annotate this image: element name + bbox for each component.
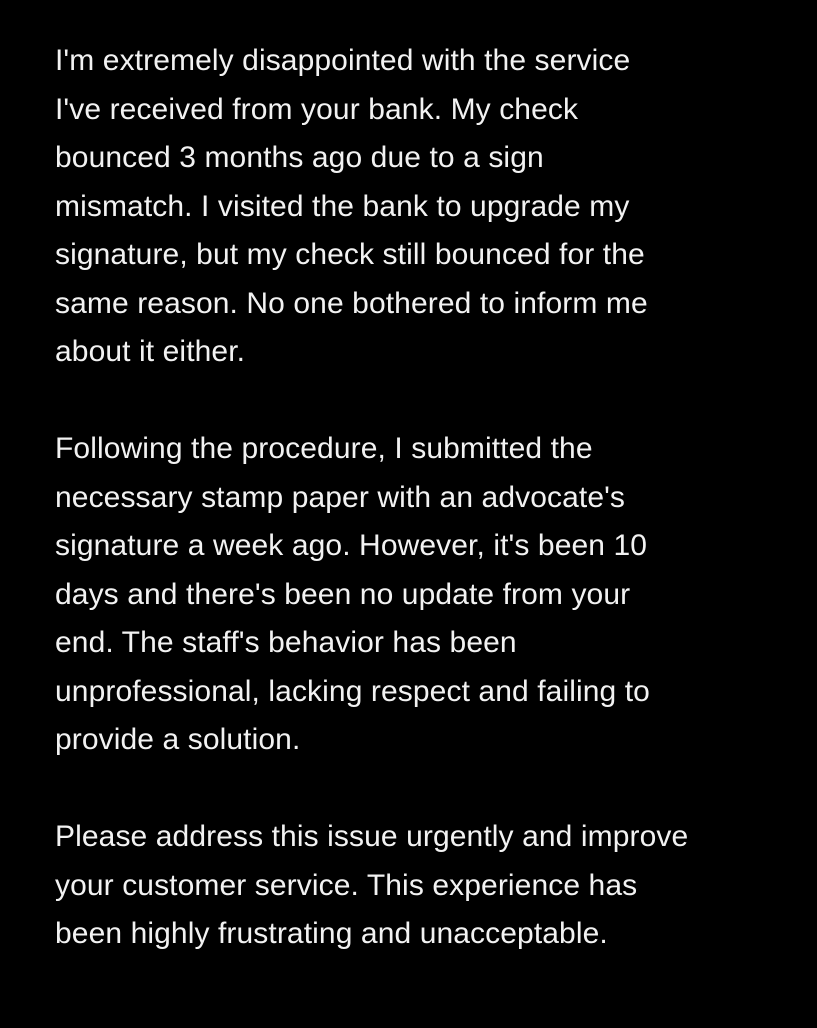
paragraph-line: Please address this issue urgently and improve [55, 820, 689, 853]
paragraph-line: necessary stamp paper with an advocate's [55, 480, 626, 514]
paragraph-3 [55, 813, 800, 959]
paragraph-line: same reason. No one bothered to inform me [55, 286, 648, 320]
paragraph-line: unprofessional, lacking respect and failing to [55, 674, 650, 708]
paragraph-line: I've received from your bank. My check [55, 92, 579, 126]
paragraph-line: mismatch. I visited the bank to upgrade my [55, 189, 630, 223]
paragraph-2 [55, 425, 800, 765]
paragraph-line: your customer service. This experience has [55, 868, 638, 902]
paragraph-line: provide a solution. [55, 723, 301, 756]
paragraph-1 [55, 37, 800, 377]
complaint-note [55, 37, 800, 959]
paragraph-line: signature a week ago. However, it's been 10 [55, 529, 648, 562]
paragraph-gap [55, 377, 800, 426]
paragraph-line: end. The staff's behavior has been [55, 626, 517, 659]
paragraph-line: I'm extremely disappointed with the service [55, 44, 631, 77]
paragraph-line: about it either. [55, 335, 246, 368]
paragraph-line: Following the procedure, I submitted the [55, 432, 593, 465]
paragraph-line: signature, but my check still bounced for the [55, 238, 645, 271]
paragraph-line: bounced 3 months ago due to a sign [55, 141, 544, 174]
paragraph-line: been highly frustrating and unacceptable. [55, 917, 608, 950]
paragraph-gap [55, 765, 800, 814]
paragraph-line: days and there's been no update from your [55, 577, 631, 611]
